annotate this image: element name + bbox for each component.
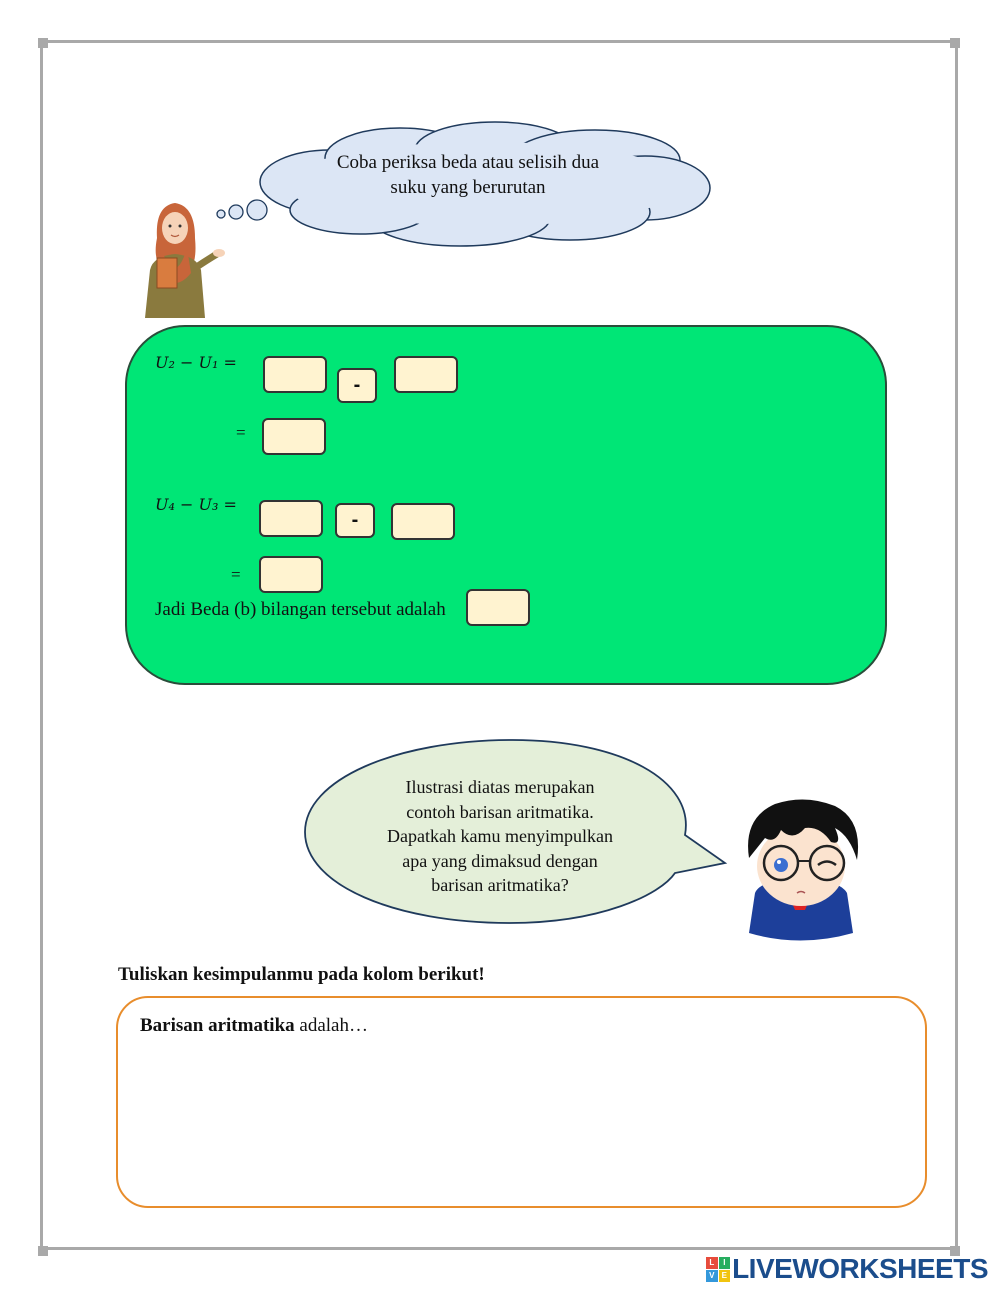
logo-mark-letter: E (719, 1270, 731, 1282)
equals-sign: = (236, 423, 246, 442)
answer-prompt (140, 1015, 368, 1037)
row2-label: U₄ − U₃ = (155, 495, 237, 514)
logo-text: LIVEWORKSHEETS (732, 1253, 988, 1284)
logo-mark-letter: V (706, 1270, 718, 1282)
student-question-line: barisan aritmatika? (431, 875, 569, 895)
student-question-line: Ilustrasi diatas merupakan (405, 777, 595, 797)
student-question-line: contoh barisan aritmatika. (406, 801, 594, 822)
answer-input-u4[interactable] (259, 500, 323, 537)
operator-minus: - (335, 503, 375, 538)
answer-input-u2[interactable] (263, 356, 327, 393)
answer-input-diff1[interactable] (262, 418, 326, 455)
instruction-text: Tuliskan kesimpulanmu pada kolom berikut! (118, 964, 485, 985)
teacher-illustration (135, 198, 230, 323)
answer-input-u1[interactable] (394, 356, 458, 393)
answer-input-u3[interactable] (391, 503, 455, 540)
liveworksheets-logo (706, 1252, 988, 1286)
answer-prompt-bold: Barisan aritmatika (140, 1015, 295, 1036)
student-illustration (735, 798, 865, 943)
frame-corner (38, 1246, 48, 1256)
student-question-line: Dapatkah kamu menyimpulkan (387, 826, 613, 846)
answer-prompt-rest: adalah… (294, 1015, 368, 1036)
student-question (360, 775, 640, 898)
student-question-line: apa yang dimaksud dengan (402, 850, 598, 871)
frame-corner (38, 38, 48, 48)
exercise-panel (125, 325, 887, 685)
teacher-hint-line: suku yang berurutan (390, 177, 546, 198)
logo-mark-icon (706, 1257, 730, 1281)
operator-minus: - (337, 368, 377, 403)
equals-sign: = (231, 565, 241, 584)
difference-conclusion: Jadi Beda (b) bilangan tersebut adalah (155, 599, 446, 620)
frame-corner (950, 38, 960, 48)
teacher-hint (318, 150, 618, 200)
logo-mark-letter: L (706, 1257, 718, 1269)
teacher-hint-line: Coba periksa beda atau selisih dua (336, 152, 600, 173)
answer-input-b[interactable] (466, 589, 530, 626)
row1-label: U₂ − U₁ = (155, 353, 237, 372)
answer-input-diff2[interactable] (259, 556, 323, 593)
logo-mark-letter: I (719, 1257, 731, 1269)
